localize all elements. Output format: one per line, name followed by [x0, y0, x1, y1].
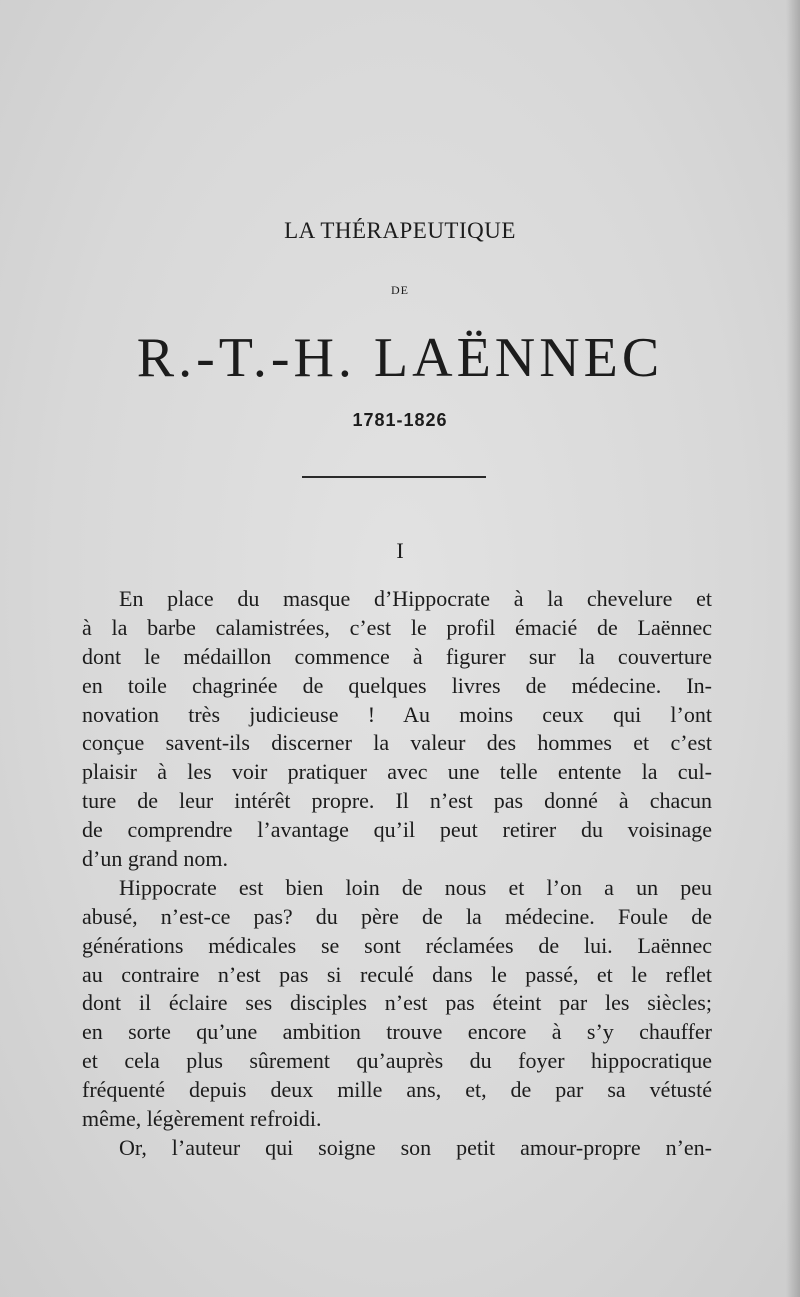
text-line: ture de leur intérêt propre. Il n’est pas donné à chacun — [82, 788, 712, 814]
text-line: d’un grand nom. — [82, 846, 229, 872]
page-title: LA THÉRAPEUTIQUE — [284, 218, 516, 243]
text-line: générations médicales se sont réclamées de lui. Laënnec — [82, 932, 712, 958]
text-line: en toile chagrinée de quelques livres de médecine. In- — [82, 672, 712, 698]
body-text — [82, 585, 712, 1163]
text-line: Hippocrate est bien loin de nous et l’on a un peu — [119, 874, 712, 900]
subject-name: R.-T.-H. LAËNNEC — [136, 327, 664, 389]
page-edge-shadow — [786, 0, 800, 1297]
title-connector: DE — [391, 283, 409, 297]
divider-rule — [302, 476, 486, 478]
text-line: fréquenté depuis deux mille ans, et, de par sa vétusté — [82, 1077, 712, 1103]
text-line: et cela plus sûrement qu’auprès du foyer hippocratique — [82, 1048, 712, 1074]
text-line: même, légèrement refroidi. — [82, 1106, 322, 1132]
text-line: au contraire n’est pas si reculé dans le passé, et le reflet — [82, 961, 712, 987]
text-line: de comprendre l’avantage qu’il peut retirer du voisinage — [82, 817, 712, 843]
section-number: I — [396, 538, 404, 563]
text-line: en sorte qu’une ambition trouve encore à s’y chauffer — [82, 1019, 712, 1045]
text-line: dont il éclaire ses disciples n’est pas éteint par les siècles; — [82, 990, 712, 1016]
text-line: dont le médaillon commence à figurer sur la couverture — [82, 643, 712, 669]
text-line: Or, l’auteur qui soigne son petit amour-propre n’en- — [119, 1134, 712, 1160]
text-line: En place du masque d’Hippocrate à la chevelure et — [119, 586, 712, 611]
life-dates: 1781-1826 — [352, 410, 448, 430]
text-line: abusé, n’est-ce pas? du père de la médecine. Foule de — [82, 903, 712, 929]
text-line: novation très judicieuse ! Au moins ceux qui l’ont — [82, 701, 712, 727]
text-line: à la barbe calamistrées, c’est le profil émacié de Laënnec — [82, 614, 712, 640]
text-line: plaisir à les voir pratiquer avec une telle entente la cul- — [82, 759, 712, 785]
text-line: conçue savent-ils discerner la valeur des hommes et c’est — [82, 730, 712, 756]
